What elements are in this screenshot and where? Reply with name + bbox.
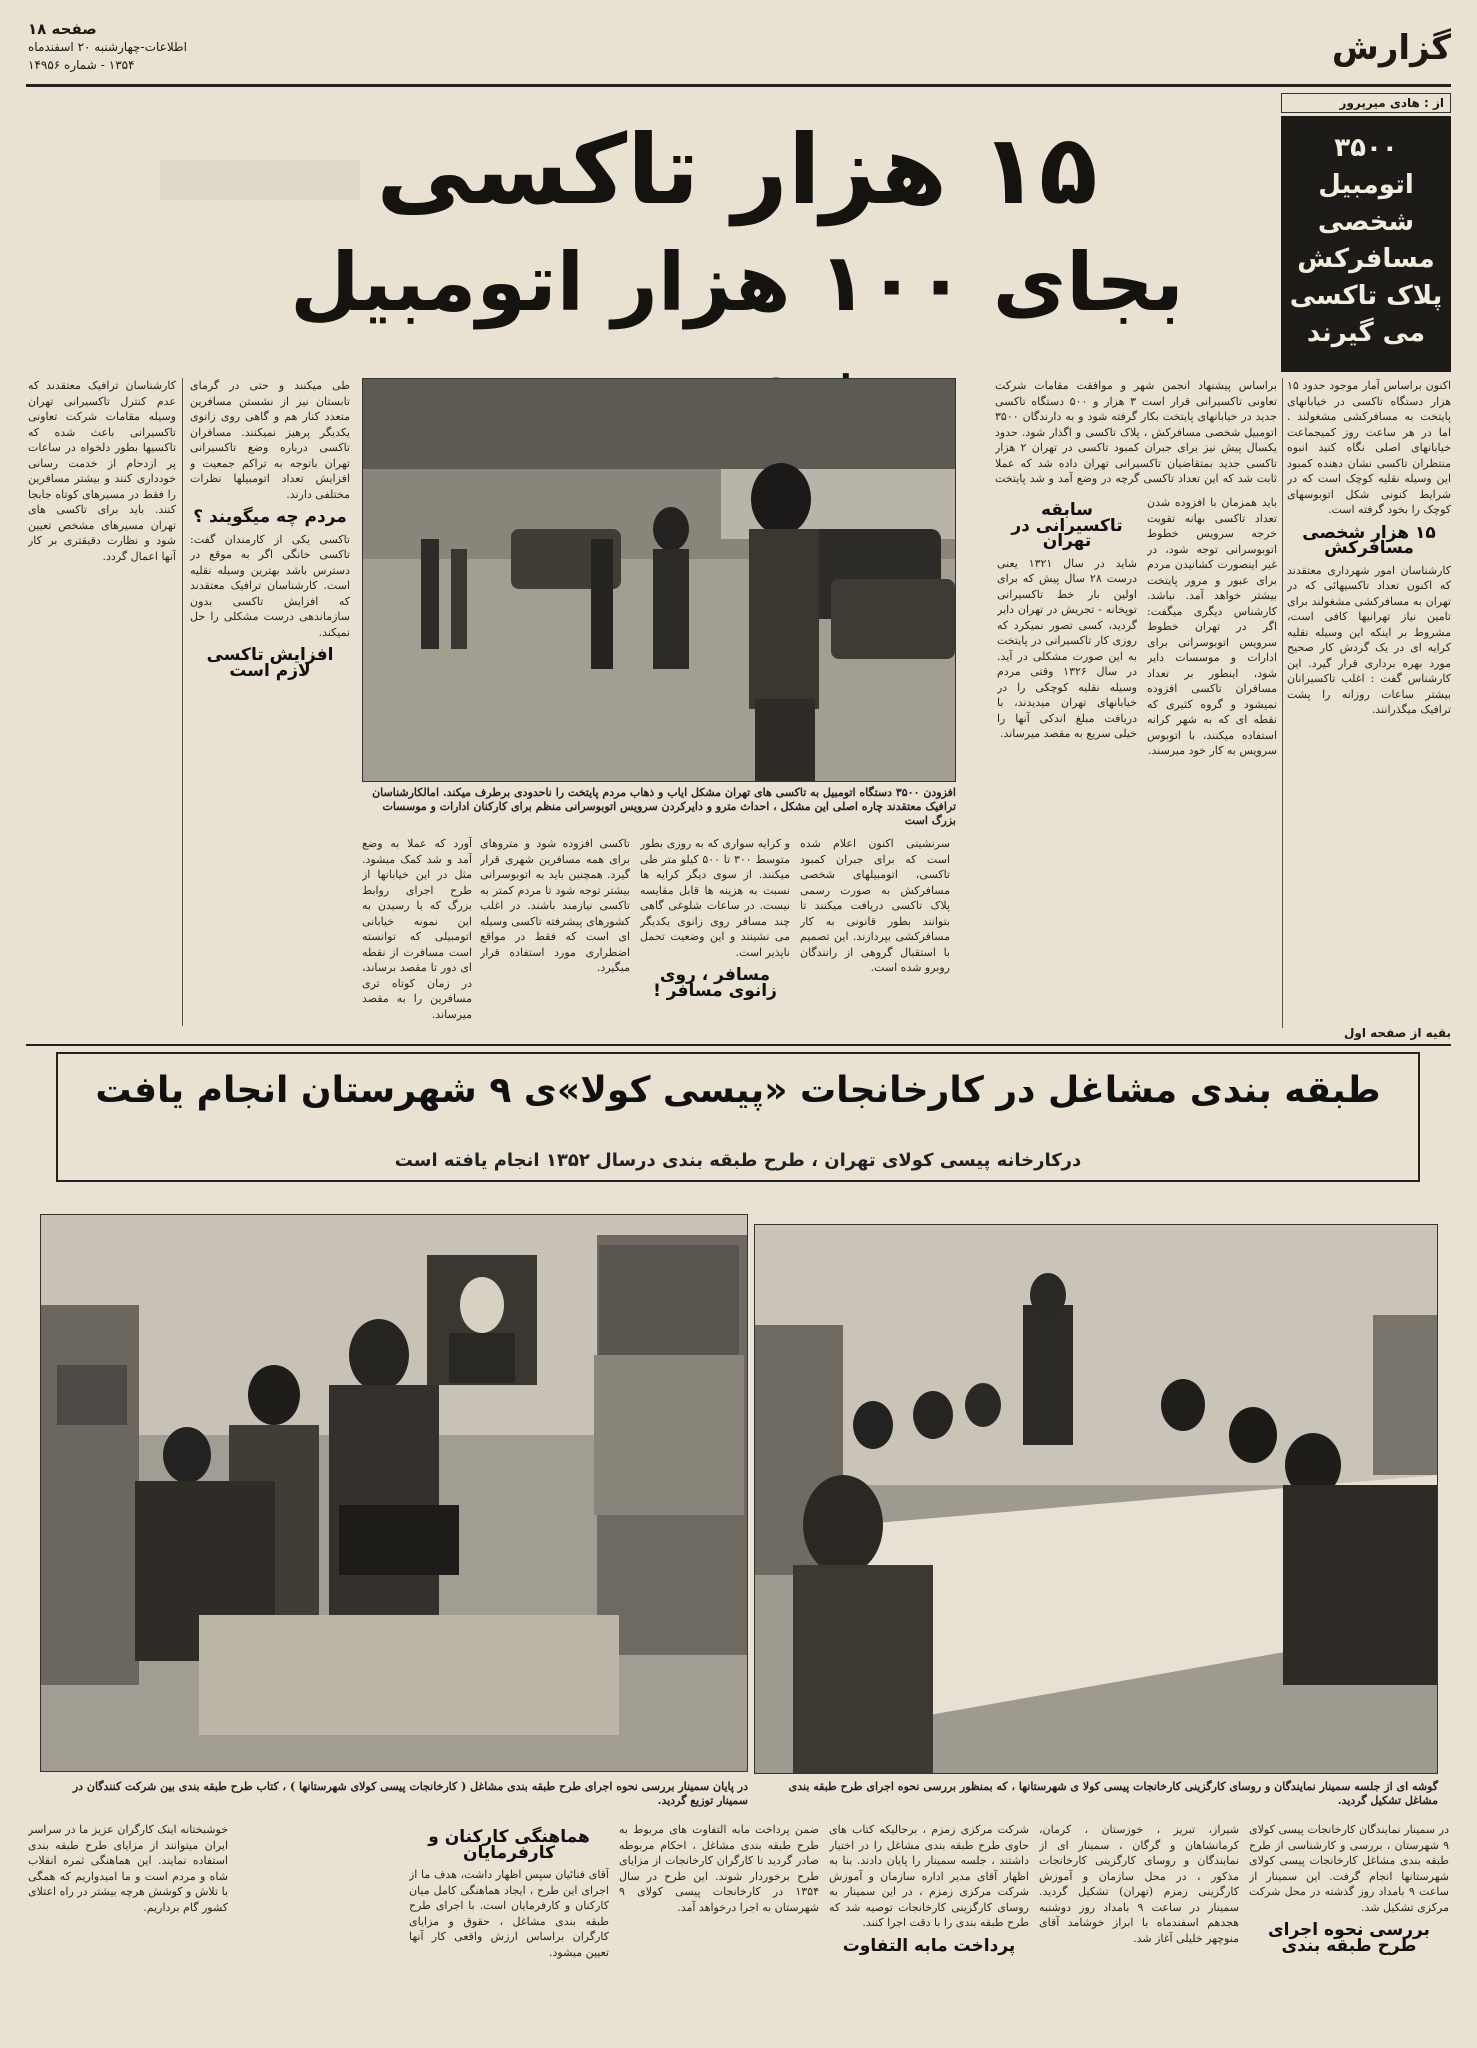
article-col-10: کارشناسان ترافیک معتقدند که عدم کنترل تاکسیرانی تهران وسیله مقامات شرکت تعاونی تاکسیرانی باعث شده که تاکسیها بطور دلخواه در ساعات پر ازدحام از خدمت رسانی خودداری کنند و بیشتر مسافرین را فقط در مسیرهای کوتاه جابجا کنند. باید برای تاکسی های تهران مسیرهای مشخص تعیین شود و نظارت دقیقتری بر کار آنها اعمال گردد. — [28, 379, 176, 563]
sidebar-box-line: می گیرند — [1306, 318, 1426, 348]
article-col-8: سرنشینی اکنون اعلام شده است که برای جبران کمبود تاکسی، اتومبیلهای شخصی مسافرکش به صورت رسمی پلاک تاکسی دریافت میکنند تا بتوانند بطور قانونی به کار مسافرکشی بپردازند. این تصمیم با استقبال گروهی از رانندگان روبرو شده است. — [800, 837, 950, 974]
article-col-4: سابقه تاکسیرانی در تهران شاید در سال ۱۳۲۱ یعنی درست ۲۸ سال پیش که برای اولین بار خط تاکسیرانی توپخانه - تجریش در تهران دایر گردید، کسی تصور نمیکرد که روزی کار تاکسیرانی در پایتخت به این صورت مشکلی در آید. در سال ۱۳۲۶ وقتی مردم وسیله نقلیه کوچکی را در خیابانهای تهران میدیدند، با دریافت مبلغ اندکی آنها را خیلی سریع به مقصد میرساند. — [997, 500, 1137, 740]
page-info — [28, 20, 228, 74]
column-rule — [182, 378, 183, 1026]
seminar-caption: گوشه ای از جلسه سمینار نمایندگان و روسای کارگزینی کارخانجات پیسی کولا ی شهرستانها ، که بمنظور بررسی نحوه اجرای طرح طبقه بندی مشاغل تشکیل گردید. — [788, 1780, 1438, 1807]
story2-subhead-harmony: هماهنگی کارکنان و کارفرمایان — [428, 1827, 590, 1863]
byline: از : هادی میرپرور — [1281, 93, 1451, 113]
story2-col-e: هماهنگی کارکنان و کارفرمایان آقای فنائیان سپس اظهار داشت، هدف ما از اجرای این طرح ، ایجاد هماهنگی کامل میان کارکنان و کارفرمایان است. با اجرای طرح طبقه بندی مشاغل ، حقوق و مزایای کارگران براساس ارزش واقعی کار آنها تعیین میشود. — [409, 1827, 609, 1959]
article-col-1: براساس پیشنهاد انجمن شهر و موافقت مقامات شرکت تعاونی تاکسیرانی قرار است ۳ هزار و ۵۰۰ دستگاه تاکسی جدید در خیابانهای پایتخت بکار گرفته شود و به دارندگان ۳۵۰۰ اتومبیل شخصی مسافرکش ، پلاک تاکسی و اگذار شود. حدود یکسال پیش نیز برای جبران کمبود تاکسی در تهران ۲ هزار تاکسی جدید بمتقاضیان تاکسیرانی تهران داده شد که عملا ثابت شد که این تعداد تاکسی گرچه در وضع آمد و شد پایتخت — [995, 379, 1277, 485]
seminar-photo — [754, 1224, 1438, 1774]
continued-note: بقیه از صفحه اول — [1343, 1026, 1451, 1040]
article-col-6: تاکسی افزوده شود و متروهای برای همه مسافرین شهری قرار گیرد. همچنین باید به اتوبوسرانی بیشتر توجه شود تا مردم کمتر به تاکسی نیازمند باشند. در اغلب کشورهای پیشرفته تاکسی وسیله ای است که فقط در مواقع اضطراری مورد استفاده قرار میگیرد. — [480, 837, 630, 974]
faded-bleedthrough — [160, 160, 360, 200]
taxi-street-photo — [362, 378, 956, 782]
article-col-9: طی میکنند و حتی در گرمای تابستان نیز از نشستن مسافرین متعدد کنار هم و گاهی روی زانوی یکدیگر پرهیز نمیکنند. مسافران تاکسی درباره وضع تاکسیرانی تهران باتوجه به تراکم جمعیت و افزایش تعداد اتومبیلها نظرات مختلفی دارند. مردم چه میگویند ؟ تاکسی یکی از کارمندان گفت: تاکسی خانگی اگر به موقع در دسترس باشد بهترین وسیله نقلیه است. کارشناسان ترافیک معتقدند که افزایش تاکسی بدون سازماندهی درست مشکلی را حل نمیکند. افزایش تاکسی لازم است — [190, 379, 350, 681]
seminar-illustration — [754, 1225, 1437, 1774]
dateline-2: ۱۳۵۴ - شماره ۱۴۹۵۶ — [28, 58, 135, 72]
sidebar-box-line: شخصی — [1317, 207, 1415, 237]
subhead-people-say: مردم چه میگویند ؟ — [193, 507, 347, 527]
story2-subhead-payment: پرداخت مابه التفاوت — [842, 1935, 1016, 1956]
article-col-5: آورد که عملا به وضع آمد و شد کمک میشود. مثل در این خیابانها از طرح اجرای روابط بزرگ که با رسیدن به این نمونه خیابانی اتومبیلی که توانسته است مسافرت از نقطه ای دور تا مقصد برساند، در زمان کوتاه تری مسافرین را به مقصد میرساند. — [362, 837, 472, 1021]
sidebar-box-line: پلاک تاکسی — [1289, 281, 1443, 311]
column-rule — [1282, 378, 1283, 1028]
story2-headline: طبقه بندی مشاغل در کارخانجات «پیسی کولا»ی ۹ شهرستان انجام یافت — [95, 1070, 1381, 1111]
story2-subhead-review: بررسی نحوه اجرای طرح طبقه بندی — [1268, 1920, 1430, 1956]
headline-line-2: بجای ۱۰۰ هزار اتومبیل — [290, 236, 1184, 329]
subhead-private-cars: ۱۵ هزار شخصی مسافرکش — [1302, 522, 1436, 558]
page-number: صفحه ۱۸ — [28, 20, 97, 38]
subhead-history: سابقه تاکسیرانی در تهران — [1011, 500, 1123, 551]
masthead-rule — [26, 84, 1451, 87]
taxi-photo-caption: افزودن ۳۵۰۰ دستگاه اتومبیل به تاکسی های تهران مشکل ایاب و ذهاب مردم پایتخت را ناحدودی برطرف میکند. امالکارشناسان ترافیک معتقدند چاره اصلی این مشکل ، احداث مترو و دایرکردن سرویس اتوبوسرانی منظم برای کارکنان ادارات و موسسات بزرگ است — [372, 786, 956, 827]
sidebar-box-line: ۳۵۰۰ — [1334, 133, 1398, 163]
sidebar-box-line: اتومبیل — [1318, 170, 1414, 200]
story2-col-f: خوشبختانه اینک کارگران عزیز ما در سراسر ایران میتوانند از مزایای طرح طبقه بندی استفاده نمایند. این هماهنگی ثمره انقلاب شاه و مردم است و ما امیدواریم که همگی با تلاش و کوشش هرچه بیشتر در راه اعتلای کشور گام برداریم. — [28, 1823, 228, 1914]
sidebar-box-line: مسافرکش — [1297, 244, 1435, 274]
ceremony-caption: در پایان سمینار بررسی نحوه اجرای طرح طبقه بندی مشاغل ( کارخانجات پیسی کولای شهرستانها ) ، کتاب طرح طبقه بندی بین شرکت کنندگان در سمینار توزیع گردید. — [72, 1780, 748, 1807]
article-col-2: اکنون براساس آمار موجود حدود ۱۵ هزار دستگاه تاکسی در خیابانهای پایتخت به مسافرکشی مشغولند . اما در هر ساعت روز کمیجماعت خیابانهای اصلی نگاه کنید انبوه منتظران تاکسی نشان دهنده کمبود این وسیله نقلیه کوچک است که در شرایط کنونی شکل اتوبوسهای کوچک را بخود گرفته است. ۱۵ هزار شخصی مسافرکش کارشناسان امور شهرداری معتقدند که اکنون تعداد تاکسیهائی که در تهران به مسافرکشی مشغولند برای تامین نیاز تهرانیها کافی است، مشروط بر اینکه این وسیله نقلیه کرایه ای در یک گردش کار صحیح مورد بهره برداری قرار گیرد. این کارشناس گفت : اغلب تاکسیرانان بیشتر ساعات روزانه را پشت ترافیک میگذرانند. — [1287, 379, 1451, 716]
section-rule — [26, 1044, 1451, 1046]
subhead-increase-taxi: افزایش تاکسی لازم است — [206, 645, 334, 681]
story2-col-c: شرکت مرکزی زمزم ، برحالیکه کتاب های حاوی طرح طبقه بندی مشاغل را در اختیار داشتند ، جلسه سمینار را پایان دادند. بنا به اظهار آقای مدیر اداره سازمان و آموزش شرکت مرکزی زمزم ، در این سمینار به روسای کارگزینی کارخانجات توصیه شد که طرح طبقه بندی را با دقت اجرا کنند. پرداخت مابه التفاوت — [829, 1823, 1029, 1956]
article-col-7: و کرایه سواری که به روزی بطور متوسط ۳۰۰ تا ۵۰۰ کیلو متر طی میکنند. از سوی دیگر کرایه ها نسبت به هزینه ها قابل مقایسه نیست. در ساعات شلوغی گاهی چند مسافر روی زانوی یکدیگر می نشینند و این وضعیت تحمل ناپذیر است. مسافر ، روی زانوی مسافر ! — [640, 837, 790, 1001]
section-title: گزارش — [1331, 28, 1451, 68]
ceremony-photo — [40, 1214, 748, 1772]
ceremony-illustration — [40, 1215, 747, 1772]
story2-col-d: ضمن پرداخت مابه التفاوت های مربوط به طرح طبقه بندی مشاغل ، احکام مربوطه صادر گردید تا کارگران کارخانجات از مزایای طرح برخوردار شوند. این طرح در سال ۱۳۵۴ در کارخانجات پیسی کولای ۹ شهرستان به اجرا درخواهد آمد. — [619, 1823, 819, 1914]
story2-col-a: در سمینار نمایندگان کارخانجات پیسی کولای ۹ شهرستان ، بررسی و کارشناسی از طرح طبقه بندی مشاغل کارخانجات پیسی کولای شهرستانها انجام گرفت. این سمینار از ساعت ۹ بامداد روز گذشته در محل شرکت مرکزی تشکیل شد. بررسی نحوه اجرای طرح طبقه بندی — [1249, 1823, 1449, 1956]
headline-line-1: ۱۵ هزار تاکسی — [376, 114, 1098, 226]
story2-col-b: شیراز، تبریز ، خوزستان ، کرمان، کرمانشاهان و گرگان ، سمینار ای از نمایندگان و روسای کارگزینی کارخانجات مذکور ، در محل سازمان و آموزش کارگزینی زمزم (تهران) تشکیل گردید. سمینار در ساعت ۹ بامداد روز دوشنبه هجدهم اسفندماه با ابراز خوشامد آقای منوچهر خلیلی آغاز شد. — [1039, 1823, 1239, 1945]
story2-subheadline: درکارخانه پیسی کولای تهران ، طرح طبقه بندی درسال ۱۳۵۲ انجام یافته است — [394, 1150, 1082, 1171]
subhead-passenger: مسافر ، روی زانوی مسافر ! — [653, 965, 777, 1001]
taxi-street-illustration — [362, 379, 955, 782]
sidebar-box — [1281, 116, 1451, 372]
dateline-1: اطلاعات-چهارشنبه ۲۰ اسفندماه — [28, 40, 187, 54]
article-col-3: باید همزمان با افزوده شدن تعداد تاکسی بهانه تقویت خرجه سرویس خطوط اتوبوسرانی توجه شود، در غیر اینصورت کشانیدن مردم برای عبور و مرور پایتخت بیشتر خواهد آمد. نباشد. کارشناس دیگری میگفت: اگر در تهران خطوط سرویس اتوبوسرانی برای ادارات و موسسات دایر شود، اینطور بر تعداد مسافران تاکسی افزوده نمیشود و گروه کثیری که نقطه ای که به شهر کرانه استفاده میکنند، با اتوبوس سرویس به کار خود میرسند. — [1147, 496, 1277, 757]
